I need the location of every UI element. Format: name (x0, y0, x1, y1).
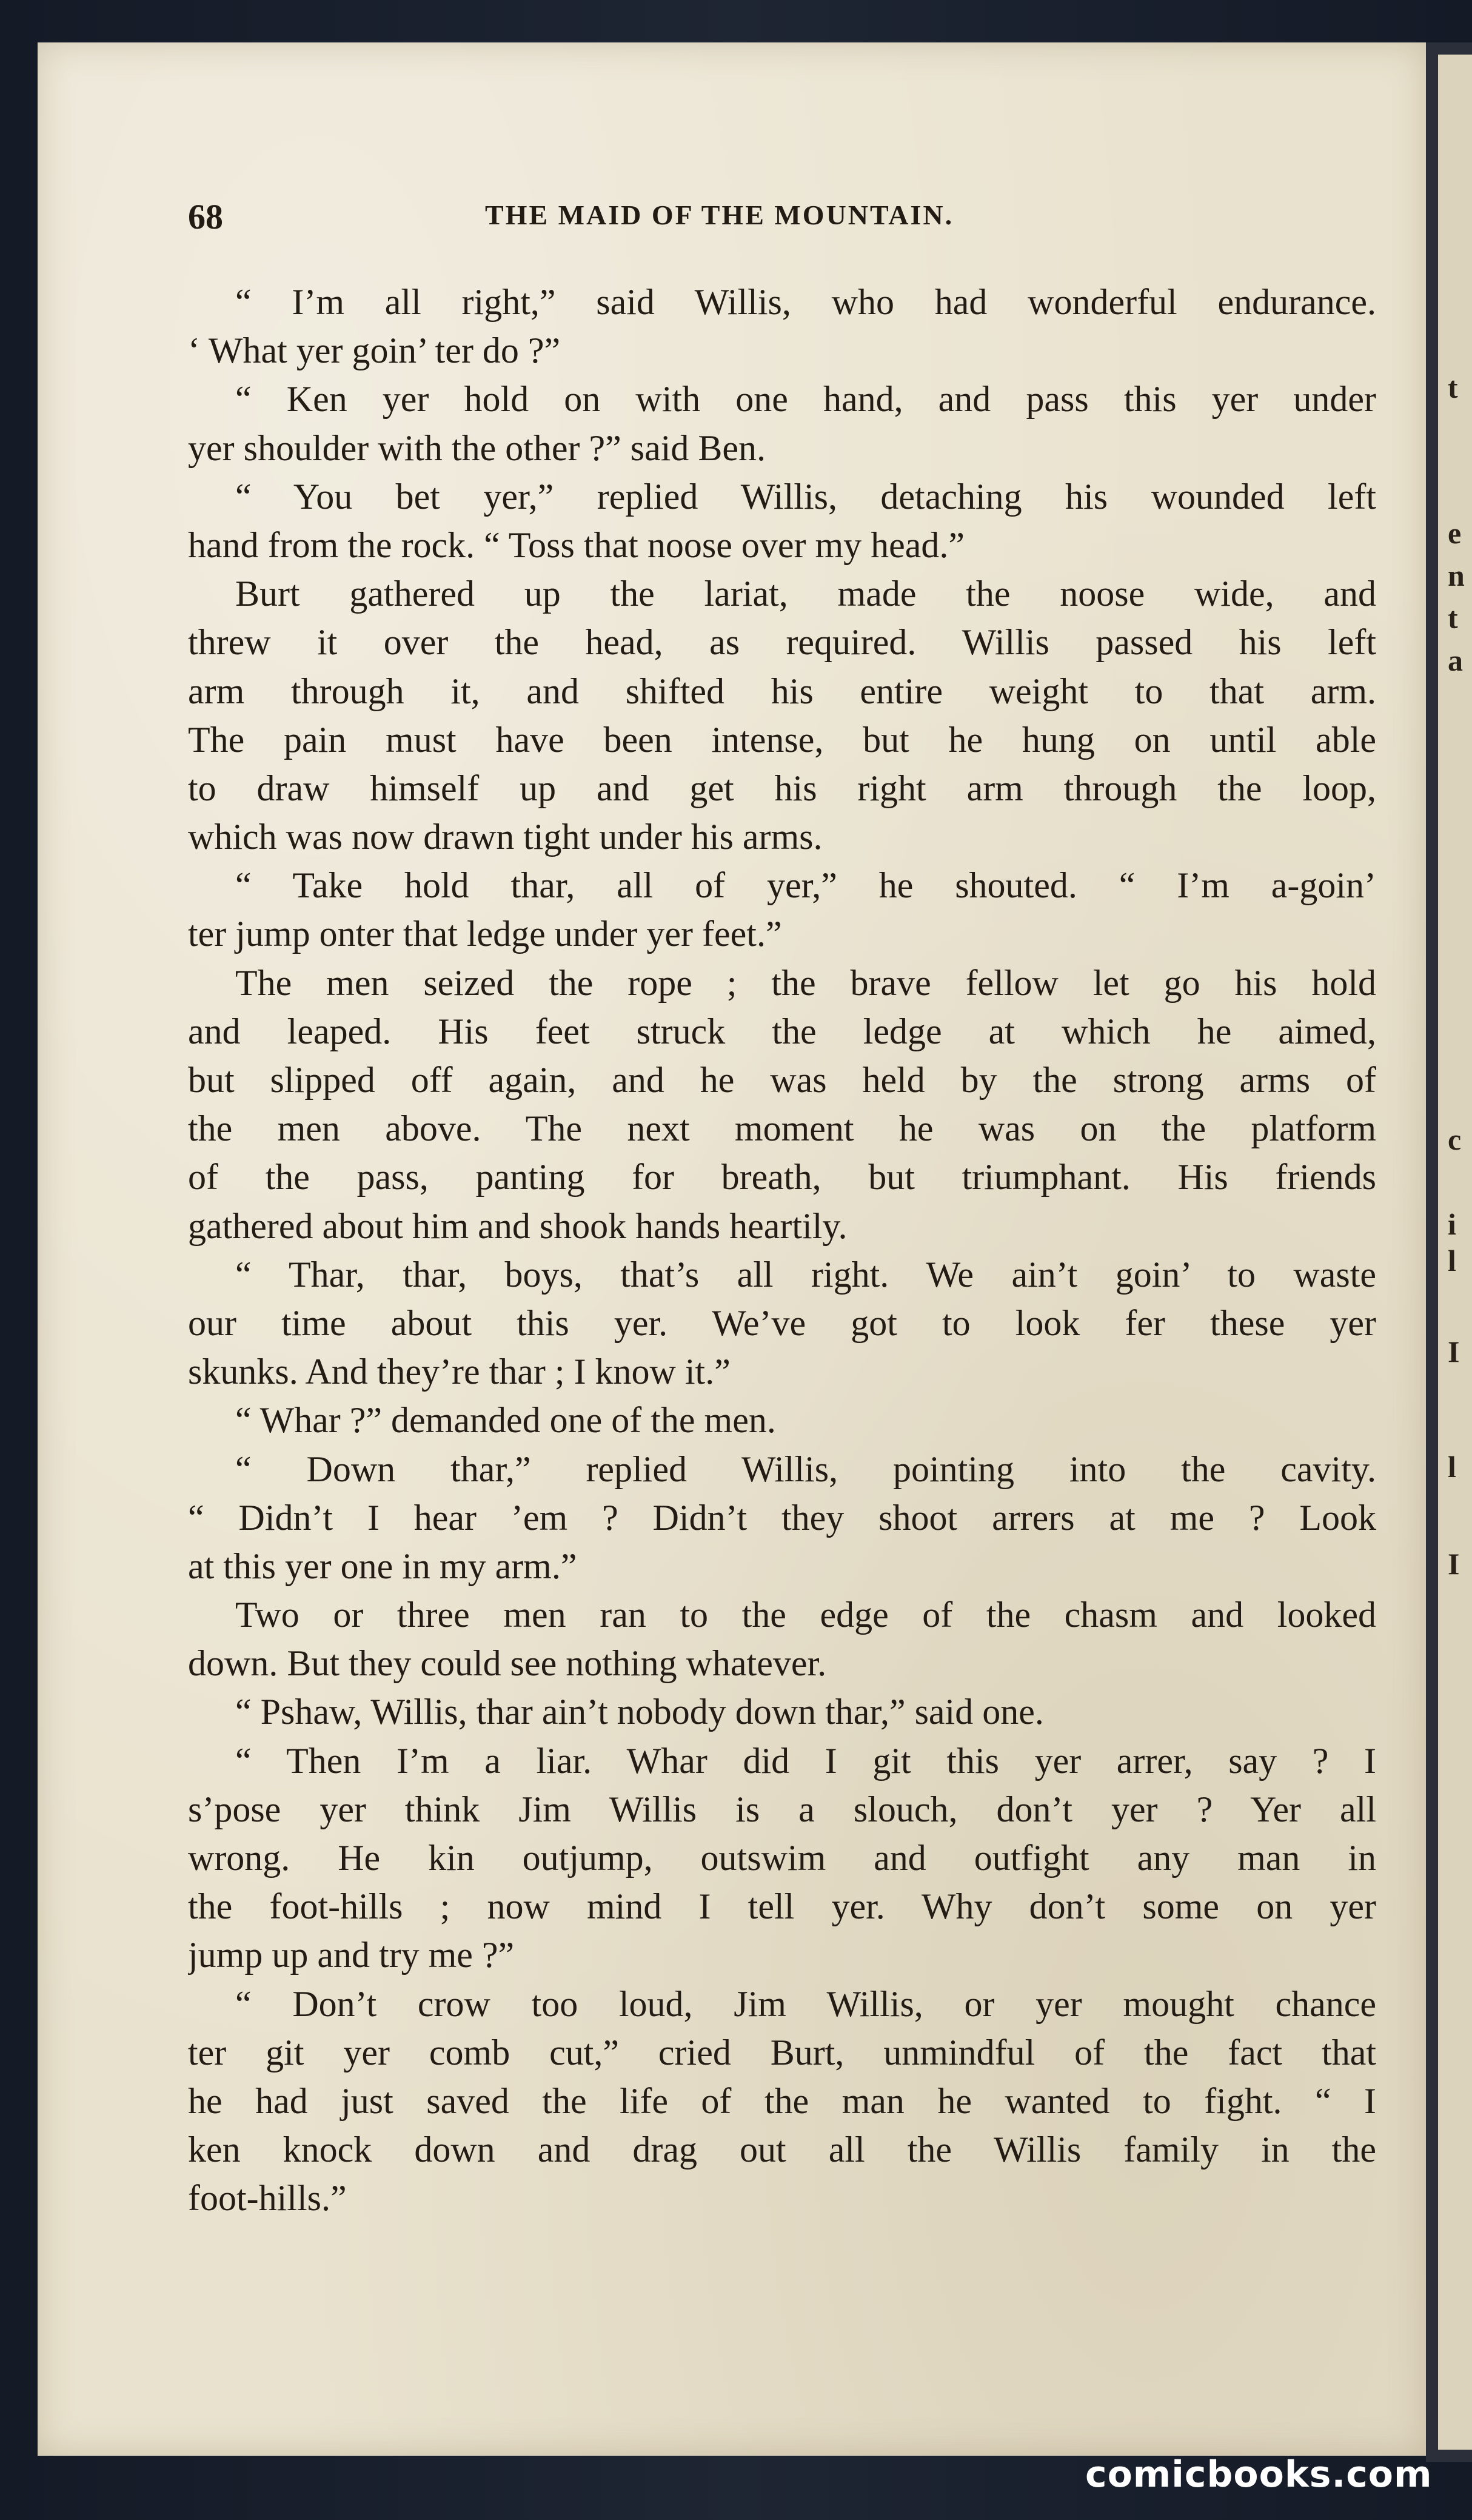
text-line: The men seized the rope ; the brave fellow let go his hold (235, 962, 1376, 1003)
text-line: ‘ What yer goin’ ter do ?” (188, 330, 561, 371)
text-line: The pain must have been intense, but he hung on until able (188, 719, 1376, 760)
next-page-fragment: a (1448, 643, 1463, 677)
text-line: Burt gathered up the lariat, made the noose wide, and (235, 574, 1376, 614)
text-line: yer shoulder with the other ?” said Ben. (188, 427, 766, 468)
text-line: our time about this yer. We’ve got to look fer these yer (188, 1302, 1376, 1343)
text-line: Two or three men ran to the edge of the chasm and looked (235, 1595, 1376, 1635)
next-page-fragment: t (1448, 370, 1458, 404)
text-line: down. But they could see nothing whatever. (188, 1643, 827, 1684)
next-page-fragment: i (1448, 1207, 1456, 1241)
text-line: “ Don’t crow too loud, Jim Willis, or yer mought chance (235, 1983, 1376, 2024)
text-line: ken knock down and drag out all the Willis family in the (188, 2130, 1376, 2170)
running-title: THE MAID OF THE MOUNTAIN. (485, 199, 954, 230)
text-line: wrong. He kin outjump, outswim and outfight any man in (188, 1838, 1376, 1878)
text-line: s’pose yer think Jim Willis is a slouch, don’t yer ? Yer all (188, 1789, 1376, 1829)
text-line: “ Then I’m a liar. Whar did I git this yer arrer, say ? I (235, 1740, 1376, 1781)
next-page-fragment: n (1448, 558, 1465, 592)
text-line: ter git yer comb cut,” cried Burt, unmindful of the fact that (188, 2032, 1376, 2073)
text-line: foot-hills.” (188, 2178, 347, 2219)
text-line: of the pass, panting for breath, but triumphant. His friends (188, 1157, 1376, 1198)
next-page-fragment: l (1448, 1450, 1456, 1484)
text-line: gathered about him and shook hands heartily. (188, 1205, 848, 1246)
site-watermark: comicbooks.com (1085, 2453, 1433, 2496)
text-line: at this yer one in my arm.” (188, 1546, 577, 1586)
text-line: “ Didn’t I hear ’em ? Didn’t they shoot arrers at me ? Look (188, 1497, 1376, 1538)
next-page-fragment: e (1448, 516, 1462, 550)
text-line: ter jump onter that ledge under yer feet.” (188, 914, 782, 954)
body-text (188, 278, 1376, 2223)
text-line: which was now drawn tight under his arms. (188, 817, 823, 857)
next-page-fragment: c (1448, 1122, 1462, 1156)
text-line: and leaped. His feet struck the ledge at which he aimed, (188, 1011, 1376, 1051)
text-line: “ Ken yer hold on with one hand, and pass this yer under (235, 379, 1376, 420)
text-line: “ You bet yer,” replied Willis, detaching his wounded left (235, 476, 1376, 517)
text-line: jump up and try me ?” (188, 1935, 515, 1975)
text-line: arm through it, and shifted his entire weight to that arm. (188, 671, 1376, 711)
text-line: “ Whar ?” demanded one of the men. (235, 1400, 776, 1441)
text-line: the men above. The next moment he was on the platform (188, 1108, 1376, 1149)
next-page-fragment: I (1448, 1547, 1460, 1581)
page-header (188, 196, 1340, 239)
text-line: threw it over the head, as required. Willis passed his left (188, 622, 1376, 663)
next-page-fragment: l (1448, 1244, 1456, 1278)
text-line: but slipped off again, and he was held by the strong arms of (188, 1060, 1376, 1100)
next-page-fragment: I (1448, 1335, 1460, 1369)
text-line: skunks. And they’re thar ; I know it.” (188, 1352, 731, 1392)
page-number: 68 (188, 197, 223, 236)
text-line: “ Thar, thar, boys, that’s all right. We ain’t goin’ to waste (235, 1254, 1376, 1295)
text-line: “ Pshaw, Willis, thar ain’t nobody down thar,” said one. (235, 1692, 1044, 1732)
text-line: “ I’m all right,” said Willis, who had wonderful endurance. (235, 282, 1376, 322)
text-line: “ Take hold thar, all of yer,” he shouted. “ I’m a-goin’ (235, 865, 1376, 906)
text-line: hand from the rock. “ Toss that noose over my head.” (188, 524, 965, 565)
next-page-fragment: t (1448, 601, 1458, 635)
text-line: he had just saved the life of the man he wanted to fight. “ I (188, 2080, 1376, 2121)
next-page-edge (1438, 55, 1472, 2450)
text-line: the foot-hills ; now mind I tell yer. Why don’t some on yer (188, 1886, 1376, 1927)
text-line: to draw himself up and get his right arm through the loop, (188, 768, 1376, 808)
text-line: “ Down thar,” replied Willis, pointing into the cavity. (235, 1449, 1376, 1489)
